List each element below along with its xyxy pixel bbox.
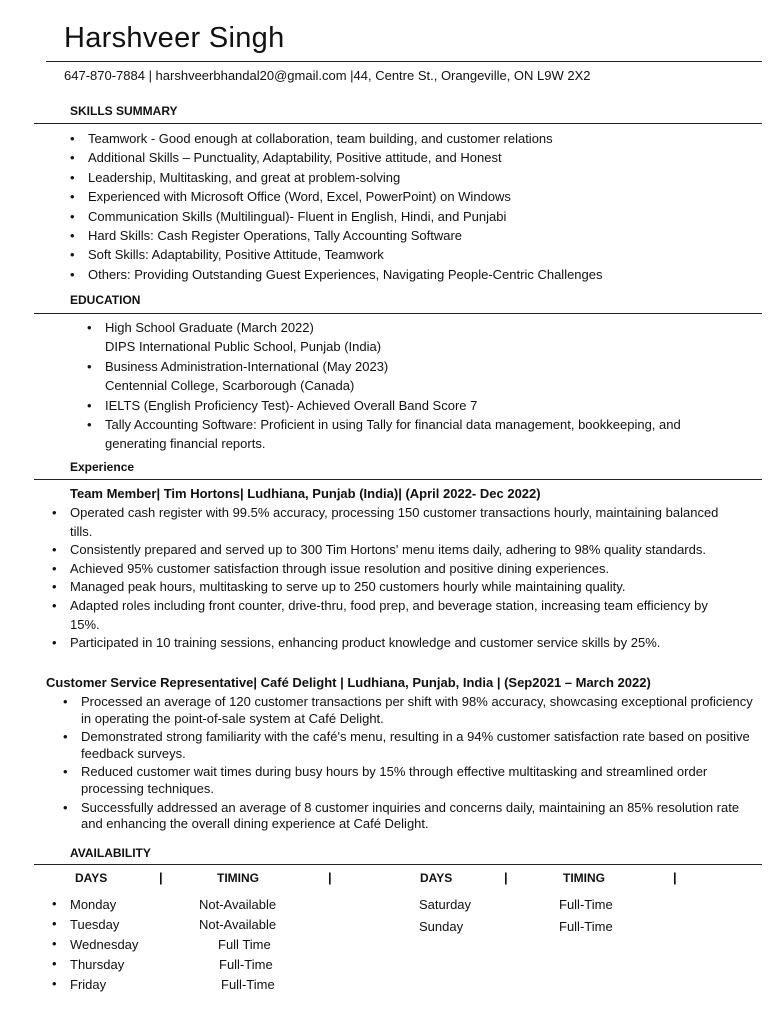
timing-value: Full-Time <box>219 957 273 972</box>
job2-bullets <box>63 694 763 835</box>
day-label: Sunday <box>419 919 464 934</box>
skill-item: • Teamwork - Good enough at collaboration, team building, and customer relations <box>70 129 750 148</box>
skill-item: • Communication Skills (Multilingual)- Fluent in English, Hindi, and Punjabi <box>70 207 750 226</box>
bullet: • <box>52 896 57 911</box>
job1-bullet: • Adapted roles including front counter, drive-thru, food prep, and beverage station, increasing team efficiency by 15%. <box>52 597 722 634</box>
skills-title: SKILLS SUMMARY <box>70 104 178 118</box>
timing-value: Not-Available <box>199 897 277 912</box>
education-degree: • Business Administration-International (May 2023) <box>105 358 389 374</box>
skill-item: • Others: Providing Outstanding Guest Experiences, Navigating People-Centric Challenges <box>70 265 750 284</box>
education-degree: • IELTS (English Proficiency Test)- Achieved Overall Band Score 7 <box>105 397 478 413</box>
education-item <box>87 357 727 396</box>
education-item <box>87 318 727 357</box>
job2-bullet: • Processed an average of 120 customer transactions per shift with 98% accuracy, showcasing exceptional proficiency in operating the point-of-sale system at Café Delight. <box>63 694 763 727</box>
skill-item: • Leadership, Multitasking, and great at problem-solving <box>70 168 750 187</box>
education-item <box>87 415 727 454</box>
education-item <box>87 396 727 415</box>
header-separator: | <box>504 870 508 885</box>
education-title: EDUCATION <box>70 293 141 307</box>
day-label: Wednesday <box>70 937 139 952</box>
job1-bullet: • Achieved 95% customer satisfaction through issue resolution and positive dining experiences. <box>52 560 722 579</box>
skill-item: • Additional Skills – Punctuality, Adaptability, Positive attitude, and Honest <box>70 148 750 167</box>
availability-title: AVAILABILITY <box>70 846 151 860</box>
timing-value: Not-Available <box>199 917 277 932</box>
education-institution: DIPS International Public School, Punjab (India) <box>105 339 382 355</box>
job2-bullet: • Reduced customer wait times during busy hours by 15% through effective multitasking and streamlined order processing techniques. <box>63 764 763 797</box>
bullet: • <box>52 956 57 971</box>
header-separator: | <box>328 870 332 885</box>
education-divider <box>34 313 762 314</box>
experience-title: Experience <box>70 460 135 474</box>
header-separator: | <box>673 870 677 885</box>
education-degree: • Tally Accounting Software: Proficient in using Tally for financial data management, bookkeeping, and generating financial reports. <box>105 417 681 452</box>
job1-bullet: • Managed peak hours, multitasking to serve up to 250 customers hourly while maintaining quality. <box>52 578 722 597</box>
timing-value: Full-Time <box>559 919 613 934</box>
job2-bullet: • Demonstrated strong familiarity with the café's menu, resulting in a 94% customer satisfaction rate based on positive feedback surveys. <box>63 729 763 762</box>
education-institution: Centennial College, Scarborough (Canada) <box>105 378 355 394</box>
timing-value: Full-Time <box>559 897 613 912</box>
job1-bullets <box>52 504 722 653</box>
timing-header: TIMING <box>563 871 605 885</box>
education-list <box>87 318 727 454</box>
bullet: • <box>52 936 57 951</box>
day-label: Thursday <box>70 957 125 972</box>
day-label: Friday <box>70 977 107 992</box>
bullet: • <box>52 916 57 931</box>
job1-heading: Team Member| Tim Hortons| Ludhiana, Punjab (India)| (April 2022- Dec 2022) <box>70 486 541 501</box>
skill-item: • Experienced with Microsoft Office (Word, Excel, PowerPoint) on Windows <box>70 187 750 206</box>
days-header: DAYS <box>75 871 108 885</box>
contact-line: 647-870-7884 | harshveerbhandal20@gmail.com |44, Centre St., Orangeville, ON L9W 2X2 <box>64 68 591 83</box>
day-label: Tuesday <box>70 917 120 932</box>
skills-divider <box>34 123 762 124</box>
header-separator: | <box>159 870 163 885</box>
job1-bullet: • Operated cash register with 99.5% accuracy, processing 150 customer transactions hourly, maintaining balanced tills. <box>52 504 722 541</box>
days-header: DAYS <box>420 871 453 885</box>
skill-item: • Soft Skills: Adaptability, Positive Attitude, Teamwork <box>70 245 750 264</box>
timing-header: TIMING <box>217 871 259 885</box>
job1-bullet: • Participated in 10 training sessions, enhancing product knowledge and customer service skills by 25%. <box>52 634 722 653</box>
availability-divider <box>34 864 762 865</box>
job2-bullet: • Successfully addressed an average of 8 customer inquiries and concerns daily, maintaining an 85% resolution rate and enhancing the overall dining experience at Café Delight. <box>63 800 763 833</box>
education-degree: • High School Graduate (March 2022) <box>105 320 314 335</box>
skill-item: • Hard Skills: Cash Register Operations, Tally Accounting Software <box>70 226 750 245</box>
candidate-name: Harshveer Singh <box>64 22 285 54</box>
skills-list <box>70 129 750 284</box>
job1-bullet: • Consistently prepared and served up to 300 Tim Hortons' menu items daily, adhering to 98% quality standards. <box>52 541 722 560</box>
day-label: Monday <box>70 897 117 912</box>
day-label: Saturday <box>419 897 472 912</box>
job2-heading: Customer Service Representative| Café Delight | Ludhiana, Punjab, India | (Sep2021 – March 2022) <box>46 675 651 690</box>
timing-value: Full Time <box>218 937 271 952</box>
bullet: • <box>52 976 57 991</box>
header-divider <box>46 61 762 62</box>
experience-divider <box>34 479 762 480</box>
timing-value: Full-Time <box>221 977 275 992</box>
